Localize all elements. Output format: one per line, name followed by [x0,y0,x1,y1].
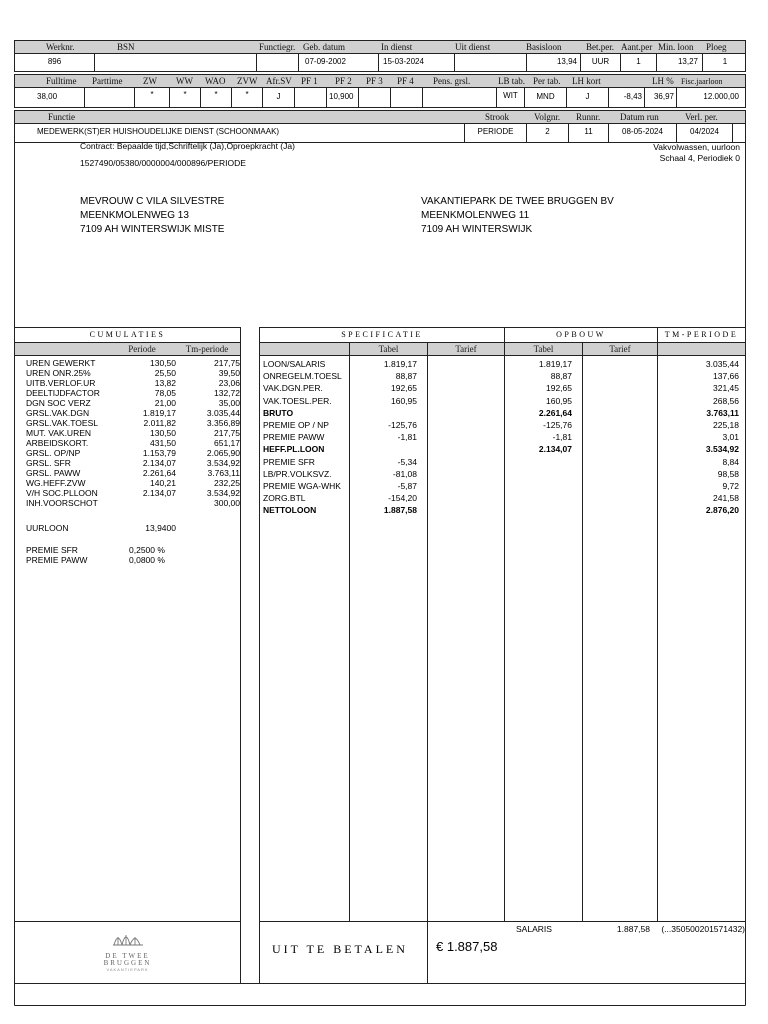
label-pf3: PF 3 [366,76,383,86]
spec-label: VAK.DGN.PER. [263,383,323,394]
tm-value: 241,58 [713,493,739,504]
premie-sfr-value: 0,2500 % [129,545,165,555]
spec-tabel: -154,20 [388,493,417,504]
logo-text-line2: BRUGGEN [103,959,152,967]
label-verl-per: Verl. per. [685,112,718,122]
tm-value: 268,56 [713,395,739,406]
value-zvw: * [232,88,263,107]
uurloon-label: UURLOON [26,523,69,533]
premie-paww-value: 0,0800 % [129,555,165,565]
value-werknr: 896 [15,54,95,71]
bridge-logo-icon [112,927,144,947]
label-pf2: PF 2 [335,76,352,86]
cum-periode: 130,50 [150,358,176,368]
cum-label: GRSL. PAWW [26,468,81,478]
employee-name: MEVROUW C VILA SILVESTRE [80,196,225,207]
spec-row [260,480,745,492]
spec-tabel: -1,81 [397,432,417,443]
tm-value: 9,72 [722,480,739,491]
tm-value: 98,58 [717,468,739,479]
salaris-label: SALARIS [516,924,552,934]
spec-label: HEFF.PL.LOON [263,444,325,455]
value-functie: MEDEWERK(ST)ER HUISHOUDELIJKE DIENST (SCHOONMAAK) [15,124,465,142]
value-lh-pct: 36,97 [645,88,677,107]
label-min-loon: Min. loon [658,42,694,52]
value-lb-tab: WIT [497,88,525,107]
label-pf4: PF 4 [397,76,414,86]
cum-periode: 21,00 [154,398,176,408]
tm-value: 3.763,11 [706,407,739,418]
opbouw-tabel: -1,81 [552,432,572,443]
uurloon-row [26,522,240,534]
spec-row [260,492,745,504]
spec-label: PREMIE OP / NP [263,419,329,430]
label-pf1: PF 1 [301,76,318,86]
value-aant-per: 1 [621,54,657,71]
cum-label: GRSL.VAK.DGN [26,408,90,418]
spec-row [260,382,745,394]
value-datum-run: 08-05-2024 [609,124,677,142]
value-verl-per: 04/2024 [677,124,733,142]
cum-row [26,428,240,438]
label-geb-datum: Geb. datum [303,42,345,52]
cum-label: DEELTIJDFACTOR [26,388,100,398]
opbouw-title: OPBOUW [556,330,606,339]
cum-label: UREN ONR.25% [26,368,91,378]
cum-row [26,398,240,408]
cum-tm: 300,00 [214,498,240,508]
opbouw-tabel: 160,95 [546,395,572,406]
cum-tm: 23,06 [218,378,240,388]
specificatie-title: SPECIFICATIE [341,330,423,339]
cum-row [26,368,240,378]
employer-street: MEENKMOLENWEG 11 [421,210,530,221]
value-afr-sv: J [263,88,295,107]
label-afr-sv: Afr.SV [266,76,292,86]
cum-row [26,358,240,368]
opbouw-tarief-header: Tarief [609,344,631,354]
spec-row [260,407,745,419]
label-zw: ZW [143,76,157,86]
salaris-iban: (...350500201571432) [661,924,745,934]
label-uit-dienst: Uit dienst [455,42,491,52]
cum-tm-header: Tm-periode [185,344,229,354]
spec-label: PREMIE SFR [263,456,315,467]
spec-row [260,443,745,455]
cum-tm: 3.035,44 [206,408,240,418]
cum-label: GRSL. SFR [26,458,71,468]
value-ploeg: 1 [722,57,728,66]
cum-label: INH.VOORSCHOT [26,498,98,508]
cum-tm: 3.763,11 [207,468,240,478]
label-lh-kort: LH kort [572,76,601,86]
spec-tabel: 88,87 [395,371,417,382]
tm-value: 2.876,20 [705,505,739,516]
spec-tarief-header: Tarief [455,344,477,354]
opbouw-tabel-header: Tabel [533,344,554,354]
cum-tm: 651,17 [214,438,240,448]
label-basisloon: Basisloon [526,42,562,52]
spec-tabel: -125,76 [388,419,417,430]
spec-row [260,468,745,480]
label-functie: Functie [48,112,75,122]
cum-row [26,378,240,388]
spec-tabel: 1.887,58 [383,505,417,516]
cum-tm: 35,00 [218,398,240,408]
spec-label: LB/PR.VOLKSVZ. [263,468,332,479]
tm-periode-title: TM-PERIODE [664,330,739,339]
cum-periode-header: Periode [128,344,156,354]
label-fisc-jaarloon: Fisc.jaarloon [681,77,723,86]
cum-periode: 2.261,64 [142,468,176,478]
tm-value: 137,66 [713,371,739,382]
cum-row [26,498,240,508]
cumulaties-title: CUMULATIES [89,330,166,339]
employee-city: 7109 AH WINTERSWIJK MISTE [80,224,225,235]
premie-paww-label: PREMIE PAWW [26,555,88,565]
uit-te-betalen-label: UIT TE BETALEN [272,942,408,956]
label-lb-tab: LB tab. [498,76,525,86]
cum-periode: 140,21 [150,478,176,488]
cum-tm: 132,72 [214,388,240,398]
cum-row [26,388,240,398]
label-wao: WAO [205,76,226,86]
opbouw-tabel: 88,87 [550,371,572,382]
cum-label: GRSL. OP/NP [26,448,81,458]
label-pens-grsl: Pens. grsl. [433,76,471,86]
spec-label: ONREGELM.TOESL [263,371,342,382]
opbouw-tabel: 1.819,17 [538,359,572,369]
label-zvw: ZVW [237,76,258,86]
tm-value: 3.035,44 [705,359,739,369]
cum-tm: 3.534,92 [206,488,240,498]
spec-tabel: -81,08 [392,468,417,479]
spec-label: LOON/SALARIS [263,359,326,369]
cum-row [26,448,240,458]
spec-label: ZORG.BTL [263,493,306,504]
spec-row [260,358,745,370]
spec-label: PREMIE PAWW [263,432,325,443]
cum-row [26,458,240,468]
cum-label: V/H SOC.PLLOON [26,488,98,498]
value-zw: * [135,88,170,107]
label-bsn: BSN [117,42,135,52]
premie-sfr-label: PREMIE SFR [26,545,78,555]
spec-label: NETTOLOON [263,505,317,516]
label-aant-per: Aant.per [621,42,653,52]
employee-street: MEENKMOLENWEG 13 [80,210,189,221]
value-lh-kort: J [567,88,609,107]
cum-label: ARBEIDSKORT. [26,438,89,448]
value-lh-kort-amount: -8,43 [609,88,645,107]
cum-label: DGN SOC VERZ [26,398,91,408]
label-fulltime: Fulltime [46,76,77,86]
opbouw-tabel: 192,65 [546,383,572,394]
cum-periode: 2.011,82 [143,418,176,428]
spec-tabel: 160,95 [391,395,417,406]
label-ww: WW [176,76,193,86]
spec-row [260,419,745,431]
logo-text-line3: VAKANTIEPARK [106,967,149,972]
label-werknr: Werknr. [46,42,75,52]
label-lh-pct: LH % [652,76,674,86]
cum-row [26,468,240,478]
opbouw-tabel: 2.134,07 [538,444,572,455]
value-geb-datum: 07-09-2002 [299,54,379,71]
cum-row [26,418,240,428]
label-runnr: Runnr. [576,112,601,122]
value-runnr: 11 [569,124,609,142]
spec-row [260,456,745,468]
cum-tm: 217,75 [214,358,240,368]
cum-row [26,488,240,498]
label-volgnr: Volgnr. [534,112,561,122]
value-strook: PERIODE [465,124,527,142]
value-fisc-jaarloon: 12.000,00 [703,92,739,101]
cum-tm: 2.065,90 [206,448,240,458]
cumulaties-list [26,358,240,508]
cum-periode: 130,50 [150,428,176,438]
value-wao: * [201,88,232,107]
opbouw-tabel: -125,76 [543,419,572,430]
cum-tm: 3.356,89 [206,418,240,428]
cum-periode: 2.134,07 [142,458,176,468]
label-in-dienst: In dienst [381,42,413,52]
contract-line: Contract: Bepaalde tijd,Schriftelijk (Ja),Oproepkracht (Ja) [80,141,295,151]
spec-row [260,431,745,443]
value-pf2: 10,900 [327,88,359,107]
value-bet-per: UUR [581,54,621,71]
cum-tm: 39,50 [218,368,240,378]
salaris-value: 1.887,58 [616,924,650,934]
spec-row [260,395,745,407]
label-ploeg: Ploeg [706,42,727,52]
label-bet-per: Bet.per. [586,42,614,52]
cum-tm: 217,75 [214,428,240,438]
tm-value: 3,01 [722,432,739,443]
spec-row [260,504,745,516]
cum-label: UREN GEWERKT [26,358,96,368]
tm-value: 225,18 [713,419,739,430]
cum-label: GRSL.VAK.TOESL [26,418,98,428]
cum-periode: 78,05 [154,388,176,398]
opbouw-tabel: 2.261,64 [538,407,572,418]
value-volgnr: 2 [527,124,569,142]
cum-periode: 431,50 [150,438,176,448]
cum-periode: 1.819,17 [142,408,176,418]
employer-name: VAKANTIEPARK DE TWEE BRUGGEN BV [421,196,614,207]
cum-periode: 1.153,79 [142,448,176,458]
cum-tm: 3.534,92 [206,458,240,468]
label-per-tab: Per tab. [533,76,561,86]
spec-tabel: 1.819,17 [383,359,417,369]
cum-periode: 25,50 [154,368,176,378]
label-parttime: Parttime [92,76,123,86]
reference-line: 1527490/05380/0000004/000896/PERIODE [80,158,246,168]
specificatie-list [260,358,745,516]
cum-label: WG.HEFF.ZVW [26,478,86,488]
value-per-tab: MND [525,88,567,107]
spec-tabel-header: Tabel [378,344,399,354]
label-functiegr: Functiegr. [259,42,296,52]
value-fulltime: 38,00 [15,88,85,107]
spec-tabel: -5,34 [397,456,417,467]
value-ww: * [170,88,201,107]
schaal-line1: Vakvolwassen, uurloon [653,142,740,152]
label-strook: Strook [485,112,510,122]
label-datum-run: Datum run [620,112,659,122]
schaal-line2: Schaal 4, Periodiek 0 [659,153,740,163]
company-logo [15,922,240,983]
value-in-dienst: 15-03-2024 [379,54,455,71]
cum-row [26,438,240,448]
spec-label: BRUTO [263,407,294,418]
premie-paww-row [26,554,240,566]
cum-tm: 232,25 [214,478,240,488]
cum-label: UITB.VERLOF.UR [26,378,96,388]
spec-row [260,370,745,382]
uurloon-value: 13,9400 [145,523,176,533]
spec-label: VAK.TOESL.PER. [263,395,332,406]
cum-row [26,408,240,418]
cum-row [26,478,240,488]
value-basisloon: 13,94 [527,54,581,71]
employer-city: 7109 AH WINTERSWIJK [421,224,533,235]
spec-label: PREMIE WGA-WHK [263,480,341,491]
spec-tabel: 192,65 [391,383,417,394]
value-min-loon: 13,27 [657,54,703,71]
tm-value: 3.534,92 [705,444,739,455]
cum-label: MUT. VAK.UREN [26,428,92,438]
cum-periode: 13,82 [154,378,176,388]
logo-text-line1: DE TWEE [105,952,150,960]
spec-tabel: -5,87 [397,480,417,491]
cum-periode: 2.134,07 [142,488,176,498]
tm-value: 8,84 [722,456,739,467]
net-amount: € 1.887,58 [436,939,498,954]
tm-value: 321,45 [713,383,739,394]
